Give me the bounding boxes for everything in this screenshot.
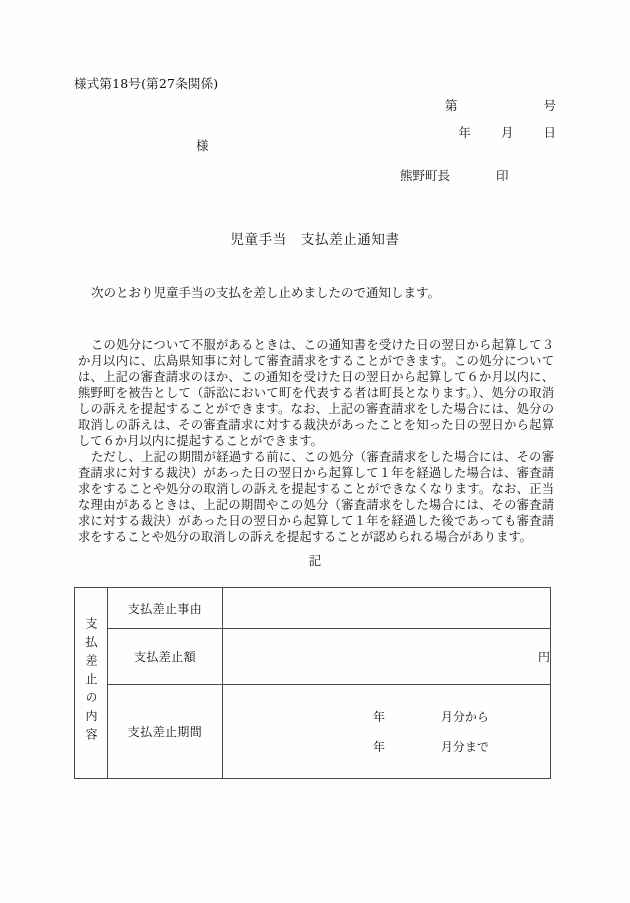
row-label-amount: 支払差止額: [108, 629, 223, 685]
addressee-honorific: 様: [196, 138, 209, 153]
document-date-line: [296, 123, 556, 141]
table-row: [75, 588, 551, 629]
period-to-month: 月分まで: [440, 739, 489, 754]
period-to-year: 年: [373, 739, 386, 754]
period-from-line: [373, 702, 550, 732]
table-vertical-label-cell: [75, 588, 108, 779]
value-amount-unit[interactable]: 円: [223, 629, 551, 685]
period-to-line: [373, 732, 550, 762]
intro-sentence: 次のとおり児童手当の支払を差し止めましたので通知します。: [91, 285, 441, 300]
date-year-label: 年: [458, 125, 471, 140]
document-number-and-date: [296, 96, 556, 141]
document-number-suffix: 号: [543, 98, 556, 113]
document-title: 児童手当 支払差止通知書: [230, 232, 400, 248]
issuer-name: 熊野町長: [400, 168, 451, 183]
document-number-line: [296, 96, 556, 114]
notice-paragraph-2: ただし、上記の期間が経過する前に、この処分（審査請求をした場合には、その審査請求に対する裁決）があった日の翌日から起算して１年を経過した場合は、審査請求をすることや処分の取消しの訴えを提起することができなくなります。なお、正当な理由があるときは、上記の期間やこの処分（審査請求をした場合には、その審査請求に対する裁決）があった日の翌日から起算して１年を経過した後であっても審査請求をすることや処分の取消しの訴えを提起することが認められる場合があります。: [78, 450, 554, 544]
period-from-year: 年: [373, 709, 386, 724]
table-row: [75, 685, 551, 779]
issuer-block: [400, 166, 509, 184]
kiji-marker: 記: [308, 553, 322, 568]
value-reason[interactable]: [223, 588, 551, 629]
date-day-label: 日: [543, 125, 556, 140]
notice-paragraph-1: この処分について不服があるときは、この通知書を受けた日の翌日から起算して３か月以内に、広島県知事に対して審査請求をすることができます。この処分については、上記の審査請求のほか、この通知を受けた日の翌日から起算して６か月以内に、熊野町を被告として（訴訟において町を代表する者は町長となります。）、処分の取消しの訴えを提起することができます。なお、上記の審査請求をした場合には、処分の取消しの訴えは、その審査請求に対する裁決があったことを知った日の翌日から起算して６か月以内に提起することができます。: [78, 338, 554, 448]
table-row: [75, 629, 551, 685]
date-month-label: 月: [500, 125, 514, 140]
appeal-notice: [78, 337, 554, 545]
value-period[interactable]: [223, 685, 551, 779]
period-lines: [223, 702, 550, 762]
document-number-prefix: 第: [444, 98, 458, 113]
table-vertical-label: 支払差止の内容: [84, 616, 98, 747]
payment-suspension-table: [74, 587, 551, 779]
seal-mark: 印: [496, 168, 509, 183]
form-number: 様式第18号(第27条関係): [74, 76, 219, 91]
row-label-period: 支払差止期間: [108, 685, 223, 779]
period-from-month: 月分から: [440, 709, 489, 724]
row-label-reason: 支払差止事由: [108, 588, 223, 629]
